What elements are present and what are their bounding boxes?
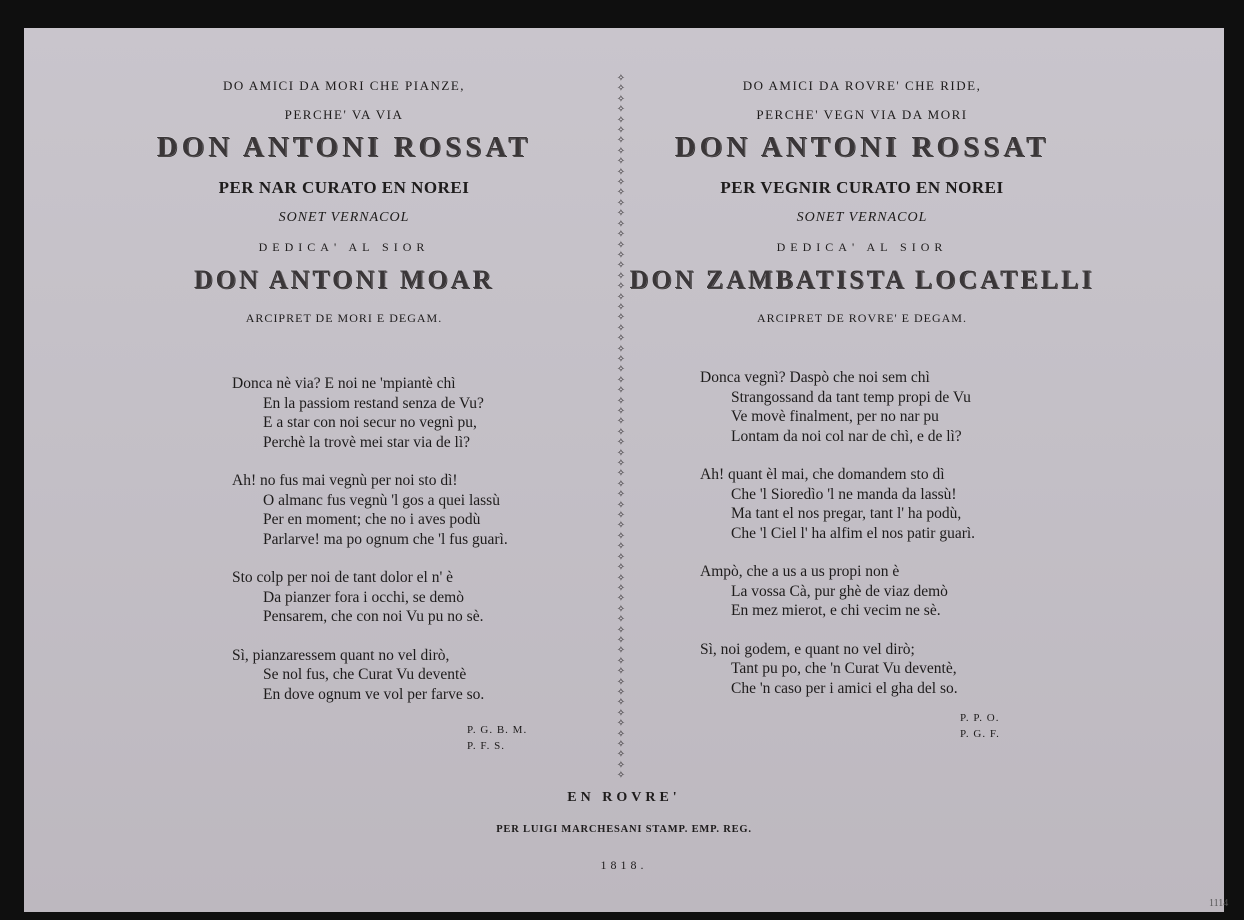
verse-line: Donca nè via? E noi ne 'mpiantè chì	[232, 375, 456, 392]
left-sonet-label: SONET VERNACOL	[278, 210, 410, 225]
signature-line: P. F. S.	[467, 740, 506, 752]
verse-line: Parlarve! ma po ognum che 'l fus guarì.	[263, 530, 508, 548]
right-heading-line1: DO AMICI DA ROVRE' CHE RIDE,	[742, 78, 982, 93]
right-sonet-label: SONET VERNACOL	[796, 210, 928, 225]
signature-line: P. G. F.	[960, 728, 1000, 740]
broadsheet	[24, 28, 1229, 912]
archive-number: 1114	[1209, 898, 1229, 909]
left-heading-line2: PERCHE' VA VIA	[284, 107, 404, 122]
imprint-year: 1818.	[600, 858, 648, 872]
verse-line: Se nol fus, che Curat Vu deventè	[263, 666, 467, 683]
left-stanza-2	[232, 471, 508, 549]
right-column	[602, 76, 1122, 326]
verse-line: Sì, noi godem, e quant no vel dirò;	[700, 640, 915, 658]
verse-line: La vossa Cà, pur ghè de viaz demò	[731, 582, 948, 600]
left-stanza-1	[232, 374, 508, 452]
verse-line: Sto colp per noi de tant dolor el n' è	[232, 569, 454, 586]
verse-line: Ve movè finalment, per no nar pu	[731, 408, 939, 425]
right-stanza-3	[700, 562, 975, 621]
left-curato-line: PER NAR CURATO EN NOREI	[218, 178, 470, 197]
right-arcipret-line: ARCIPRET DE ROVRE' E DEGAM.	[757, 311, 967, 325]
left-column	[84, 76, 604, 326]
ornamental-divider: ✧✧✧✧✧✧✧✧✧✧✧✧✧✧✧✧✧✧✧✧✧✧✧✧✧✧✧✧✧✧✧✧✧✧✧✧✧✧✧✧✧✧✧✧✧✧✧✧✧✧✧✧✧✧✧✧✧✧✧✧✧✧✧✧✧✧✧✧	[616, 73, 626, 782]
verse-line: O almanc fus vegnù 'l gos a quei lassù	[263, 491, 500, 509]
verse-line: Per en moment; che no i aves podù	[263, 511, 481, 528]
left-dedication: DEDICA' AL SIOR	[258, 240, 430, 254]
verse-line: Donca vegnì? Daspò che noi sem chì	[700, 369, 930, 386]
imprint-place: EN ROVRE'	[567, 790, 681, 805]
right-stanza-2	[700, 465, 975, 543]
signature-line: P. P. O.	[960, 712, 1000, 724]
imprint-printer: PER LUIGI MARCHESANI STAMP. EMP. REG.	[496, 824, 752, 835]
right-signature	[960, 710, 1000, 742]
verse-line: Perchè la trovè mei star via de lì?	[263, 433, 471, 451]
verse-line: Ma tant el nos pregar, tant l' ha podù,	[731, 505, 962, 522]
verse-line: Che 'l Sioredìo 'l ne manda da lassù!	[731, 485, 957, 503]
verse-line: Strangossand da tant temp propi de Vu	[731, 388, 971, 406]
right-stanza-4	[700, 640, 975, 699]
left-heading-line1: DO AMICI DA MORI CHE PIANZE,	[222, 78, 466, 93]
verse-line: Tant pu po, che 'n Curat Vu deventè,	[731, 660, 957, 677]
right-dedicatee-name: DON ZAMBATISTA LOCATELLI	[629, 265, 1095, 294]
verse-line: Sì, pianzaressem quant no vel dirò,	[232, 646, 450, 664]
left-sonnet	[232, 374, 508, 723]
verse-line: En dove ognum ve vol per farve so.	[263, 685, 485, 703]
left-signature	[467, 722, 527, 754]
verse-line: En la passiom restand senza de Vu?	[263, 394, 484, 412]
right-stanza-1	[700, 368, 975, 446]
signature-line: P. G. B. M.	[467, 724, 528, 736]
left-stanza-3	[232, 568, 508, 627]
left-dedicatee-name: DON ANTONI MOAR	[193, 265, 495, 294]
verse-line: Ah! no fus mai vegnù per noi sto dì!	[232, 472, 458, 489]
verse-line: Ampò, che a us a us propi non è	[700, 563, 900, 580]
verse-line: Che 'l Ciel l' ha alfim el nos patir guarì.	[731, 524, 976, 542]
verse-line: En mez mierot, e chi vecim ne sè.	[731, 602, 941, 619]
verse-line: Ah! quant èl mai, che domandem sto dì	[700, 466, 945, 483]
right-heading-line2: PERCHE' VEGN VIA DA MORI	[756, 107, 968, 122]
right-name-title: DON ANTONI ROSSAT	[674, 131, 1050, 163]
left-name-title: DON ANTONI ROSSAT	[156, 131, 532, 163]
verse-line: E a star con noi secur no vegnì pu,	[263, 414, 477, 431]
right-dedication: DEDICA' AL SIOR	[776, 240, 948, 254]
verse-line: Lontam da noi col nar de chì, e de lì?	[731, 427, 962, 445]
left-stanza-4	[232, 646, 508, 705]
verse-line: Che 'n caso per i amici el gha del so.	[731, 679, 958, 697]
verse-line: Da pianzer fora i occhi, se demò	[263, 588, 464, 606]
right-sonnet	[700, 368, 975, 717]
verse-line: Pensarem, che con noi Vu pu no sè.	[263, 608, 484, 625]
left-arcipret-line: ARCIPRET DE MORI E DEGAM.	[245, 311, 443, 325]
right-curato-line: PER VEGNIR CURATO EN NOREI	[720, 178, 1004, 197]
